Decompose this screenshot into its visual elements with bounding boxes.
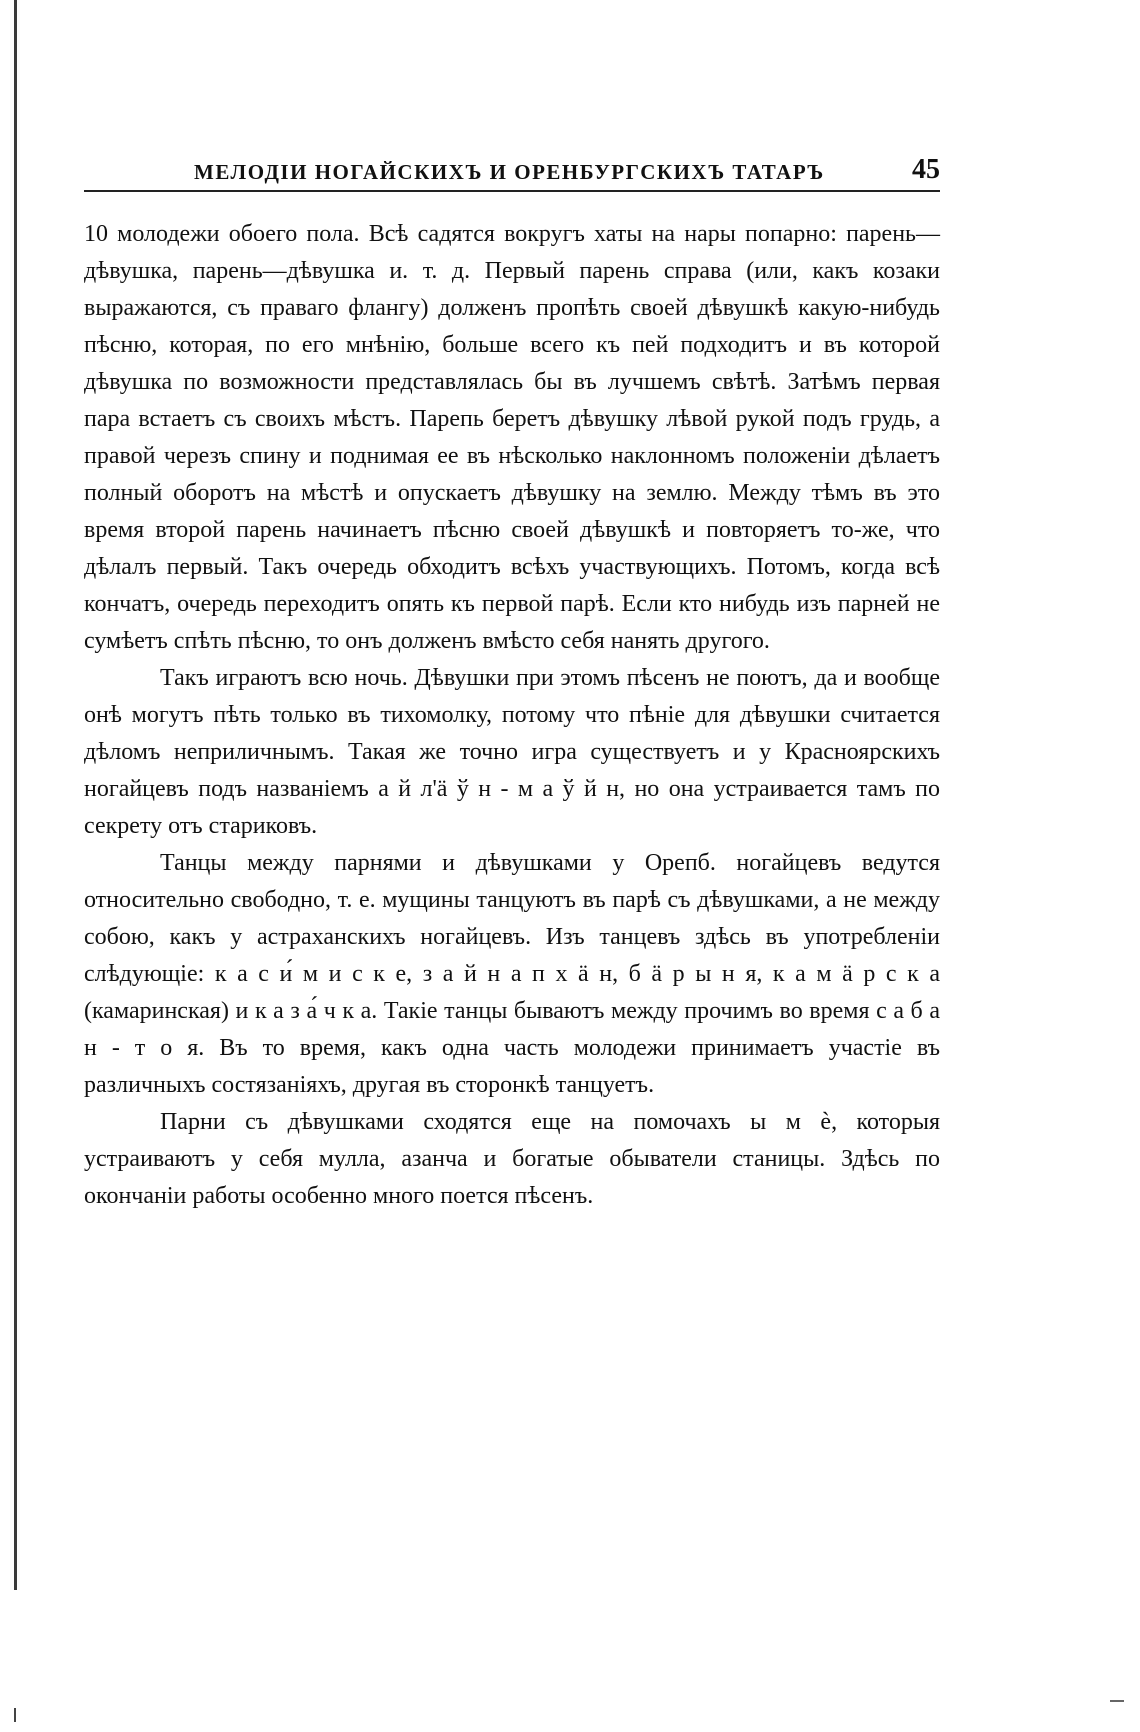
paragraph: Такъ играютъ всю ночь. Дѣвушки при этомъ пѣсенъ не поютъ, да и вообще онѣ могутъ пѣть только въ тихомолку, потому что пѣніе для дѣвушки считается дѣломъ неприличнымъ. Такая же точно игра существуетъ и у Красноярскихъ ногайцевъ подъ названіемъ а й л'ä ў н - м а ў й н, но она устраивается тамъ по секрету отъ стариковъ. <box>84 665 940 839</box>
body-text <box>84 216 940 1215</box>
page-edge-rule <box>14 0 17 1590</box>
paragraph: Парни съ дѣвушками сходятся еще на помочахъ ы м ѐ, которыя устраиваютъ у себя мулла, азанча и богатые обыватели станицы. Здѣсь по окончаніи работы особенно много поется пѣсенъ. <box>84 1109 940 1209</box>
page-number: 45 <box>912 154 940 185</box>
paragraph: 10 молодежи обоего пола. Всѣ садятся вокругъ хаты на нары попарно: парень—дѣвушка, парень—дѣвушка и. т. д. Первый парень справа (или, какъ козаки выражаются, съ праваго флангу) долженъ пропѣть своей дѣвушкѣ какую-нибудь пѣсню, которая, по его мнѣнію, больше всего къ пей подходитъ и въ которой дѣвушка по возможности представлялась бы въ лучшемъ свѣтѣ. Затѣмъ первая пара встаетъ съ своихъ мѣстъ. Парепь беретъ дѣвушку лѣвой рукой подъ грудь, а правой черезъ спину и поднимая ее въ нѣсколько наклонномъ положеніи дѣлаетъ полный оборотъ на мѣстѣ и опускаетъ дѣвушку на землю. Между тѣмъ въ это время второй парень начинаетъ пѣсню своей дѣвушкѣ и повторяетъ то-же, что дѣлалъ первый. Такъ очередь обходитъ всѣхъ участвующихъ. Потомъ, когда всѣ кончатъ, очередь переходитъ опять къ первой парѣ. Если кто нибудь изъ парней не сумѣетъ спѣть пѣсню, то онъ долженъ вмѣсто себя нанять другого. <box>84 221 940 654</box>
running-title: МЕЛОДІИ НОГАЙСКИХЪ И ОРЕНБУРГСКИХЪ ТАТАРЪ <box>194 160 825 184</box>
scan-mark <box>14 1708 16 1722</box>
scan-mark <box>1110 1700 1124 1702</box>
paragraph: Танцы между парнями и дѣвушками у Орепб. ногайцевъ ведутся относительно свободно, т. е. мущины танцуютъ въ парѣ съ дѣвушками, а не между собою, какъ у астраханскихъ ногайцевъ. Изъ танцевъ здѣсь въ употребленіи слѣдующіе: к а с и́ м и с к е, з а й н а п х ä н, б ä р ы н я, к а м ä р с к а (камаринская) и к а з а́ ч к а. Такіе танцы бываютъ между прочимъ во время с а б а н - т о я. Въ то время, какъ одна часть молодежи принимаетъ участіе въ различныхъ состязаніяхъ, другая въ сторонкѣ танцуетъ. <box>84 850 940 1098</box>
running-head <box>84 150 940 192</box>
book-page <box>84 150 940 1215</box>
